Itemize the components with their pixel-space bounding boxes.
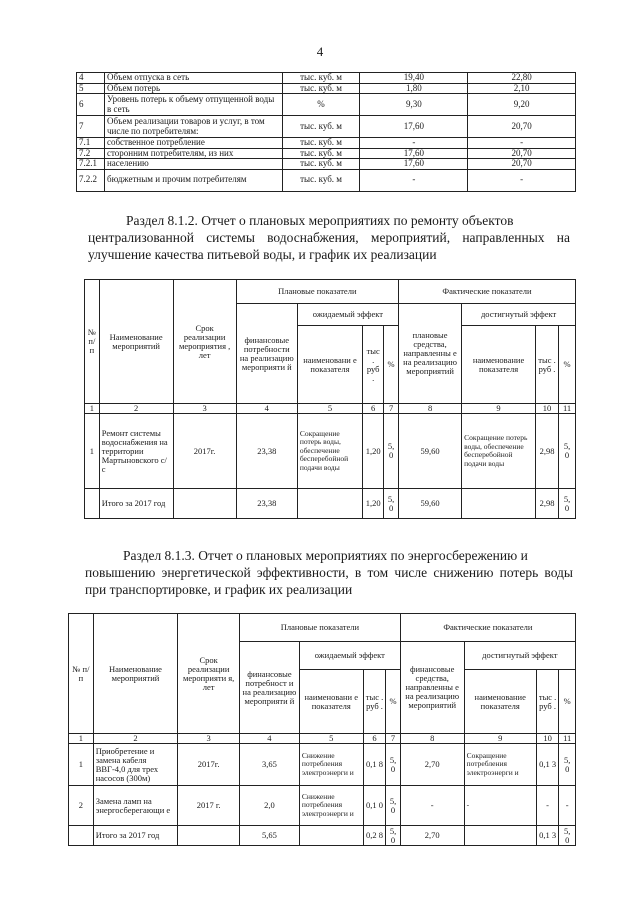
- table-cell: 17,60: [360, 116, 468, 138]
- column-index-cell: 3: [178, 734, 240, 744]
- table-row: [77, 148, 576, 159]
- table-cell: 2017г.: [173, 414, 236, 489]
- table-row: [77, 94, 576, 116]
- table-cell: -: [464, 786, 536, 826]
- table-row: [77, 73, 576, 84]
- table-row: [85, 414, 576, 489]
- column-index-cell: 1: [69, 734, 94, 744]
- table-cell: Итого за 2017 год: [93, 826, 178, 846]
- table-cell: [69, 826, 94, 846]
- header-fact-fin: финансовые средства, направленны е на реализацию мероприятий: [400, 642, 464, 734]
- table-cell: Приобретение и замена кабеля ВВГ-4,0 для трех насосов (300м): [93, 744, 178, 786]
- table-cell: -: [468, 169, 576, 191]
- table-row: [69, 786, 576, 826]
- column-index-row: [85, 404, 576, 414]
- table-cell: 22,80: [468, 73, 576, 84]
- table-cell: 1,20: [363, 489, 384, 519]
- table-cell: Ремонт системы водоснабжения на территории Мартыновского с/с: [99, 414, 173, 489]
- table-cell: тыс. куб. м: [282, 159, 360, 170]
- header-name: Наименование мероприятий: [99, 280, 173, 404]
- table-row: [77, 83, 576, 94]
- table-cell: Снижение потребления электроэнерги и: [299, 744, 363, 786]
- table-cell: Объем реализации товаров и услуг, в том числе по потребителям:: [104, 116, 282, 138]
- header-plan-fin: финансовые потребности на реализацию мероприяти й: [236, 304, 297, 404]
- column-index-cell: 9: [464, 734, 536, 744]
- header-indicator-fact: наименование показателя: [464, 670, 536, 734]
- section-8-1-2-heading: Раздел 8.1.2. Отчет о плановых мероприятиях по ремонту объектов централизованной системы водоснабжения, мероприятий, направленных на улучшение качества питьевой воды, и график их реализации: [88, 213, 570, 262]
- header-expected: ожидаемый эффект: [297, 304, 398, 326]
- table-cell: 20,70: [468, 148, 576, 159]
- header-rub-fact: тыс . руб .: [535, 326, 558, 404]
- column-index-cell: 1: [85, 404, 100, 414]
- header-term: Срок реализации мероприятия , лет: [173, 280, 236, 404]
- table-row: [69, 826, 576, 846]
- table-cell: Объем потерь: [104, 83, 282, 94]
- table-cell: 2,0: [240, 786, 300, 826]
- table-cell: 4: [77, 73, 105, 84]
- table-row: [77, 116, 576, 138]
- table-cell: Сокращение потребления электроэнерги и: [464, 744, 536, 786]
- table-cell: Сокращение потерь воды, обеспечение бесперебойной подачи воды: [297, 414, 362, 489]
- table-cell: 2,98: [535, 489, 558, 519]
- table-cell: 2,70: [400, 744, 464, 786]
- table-cell: Замена ламп на энергосберегающи е: [93, 786, 178, 826]
- table-cell: тыс. куб. м: [282, 73, 360, 84]
- table-cell: 3,65: [240, 744, 300, 786]
- table-cell: Уровень потерь к объему отпущенной воды в сеть: [104, 94, 282, 116]
- table-cell: 7.2: [77, 148, 105, 159]
- page-number: 4: [316, 44, 324, 59]
- table-cell: -: [536, 786, 559, 826]
- table-cell: 2: [69, 786, 94, 826]
- table-cell: 7.1: [77, 138, 105, 149]
- table-cell: [85, 489, 100, 519]
- table-cell: -: [360, 169, 468, 191]
- table-cell: 2,98: [535, 414, 558, 489]
- column-index-cell: 6: [363, 734, 386, 744]
- column-index-cell: 11: [559, 734, 576, 744]
- table-cell: 9,20: [468, 94, 576, 116]
- table-cell: -: [360, 138, 468, 149]
- header-rub: тыс . руб .: [363, 670, 386, 734]
- table-cell: собственное потребление: [104, 138, 282, 149]
- header-achieved: достигнутый эффект: [462, 304, 576, 326]
- table-cell: [178, 826, 240, 846]
- table-cell: 7: [77, 116, 105, 138]
- header-pct-fact: %: [559, 670, 576, 734]
- table-cell: 17,60: [360, 159, 468, 170]
- table-cell: 0,1 8: [363, 744, 386, 786]
- table-cell: [173, 489, 236, 519]
- table-cell: 20,70: [468, 116, 576, 138]
- table-cell: %: [282, 94, 360, 116]
- table-cell: 5: [77, 83, 105, 94]
- table-cell: 5, 0: [559, 414, 576, 489]
- table-cell: 6: [77, 94, 105, 116]
- header-indicator: наименовани е показателя: [297, 326, 362, 404]
- table-cell: 0,1 3: [536, 826, 559, 846]
- column-index-cell: 2: [93, 734, 178, 744]
- column-index-cell: 4: [236, 404, 297, 414]
- table-cell: 2,10: [468, 83, 576, 94]
- table-cell: Сокращение потерь воды, обеспечение бесперебойной подачи воды: [462, 414, 536, 489]
- table-cell: бюджетным и прочим потребителям: [104, 169, 282, 191]
- water-balance-table: [76, 72, 576, 192]
- table-cell: 0,1 3: [536, 744, 559, 786]
- table-cell: населению: [104, 159, 282, 170]
- table-cell: [297, 489, 362, 519]
- header-indicator: наименовани е показателя: [299, 670, 363, 734]
- table-cell: тыс. куб. м: [282, 83, 360, 94]
- table-cell: тыс. куб. м: [282, 116, 360, 138]
- table-cell: 2017г.: [178, 744, 240, 786]
- header-fact-fin: плановые средства, направленны е на реализацию мероприятий: [398, 304, 461, 404]
- header-fact: Фактические показатели: [400, 614, 575, 642]
- column-index-cell: 7: [386, 734, 400, 744]
- table-cell: 59,60: [398, 489, 461, 519]
- table-row: [69, 744, 576, 786]
- table-cell: 9,30: [360, 94, 468, 116]
- table-cell: 5, 0: [384, 489, 399, 519]
- table-cell: Итого за 2017 год: [99, 489, 173, 519]
- column-index-cell: 6: [363, 404, 384, 414]
- column-index-cell: 5: [297, 404, 362, 414]
- table-cell: 5, 0: [384, 414, 399, 489]
- table-cell: 0,1 0: [363, 786, 386, 826]
- header-rub: тыс . руб .: [363, 326, 384, 404]
- table-cell: 5, 0: [386, 786, 400, 826]
- table-cell: 1: [69, 744, 94, 786]
- column-index-cell: 3: [173, 404, 236, 414]
- column-index-cell: 10: [536, 734, 559, 744]
- header-pct-fact: %: [559, 326, 576, 404]
- table-cell: 5, 0: [559, 826, 576, 846]
- table-cell: 20,70: [468, 159, 576, 170]
- table-cell: тыс. куб. м: [282, 138, 360, 149]
- table-cell: 5, 0: [386, 826, 400, 846]
- repair-activities-table: [84, 279, 576, 519]
- table-cell: -: [468, 138, 576, 149]
- table-cell: 23,38: [236, 489, 297, 519]
- energy-saving-table: [68, 613, 576, 846]
- column-index-row: [69, 734, 576, 744]
- header-pct: %: [384, 326, 399, 404]
- header-indicator-fact: наименование показателя: [462, 326, 536, 404]
- table-row: [77, 169, 576, 191]
- header-rub-fact: тыс . руб .: [536, 670, 559, 734]
- column-index-cell: 8: [400, 734, 464, 744]
- header-plan: Плановые показатели: [240, 614, 401, 642]
- table-cell: -: [559, 786, 576, 826]
- header-num: № п/ п: [69, 614, 94, 734]
- table-cell: тыс. куб. м: [282, 169, 360, 191]
- column-index-cell: 5: [299, 734, 363, 744]
- table-cell: Снижение потребления электроэнерги и: [299, 786, 363, 826]
- table-cell: 1,80: [360, 83, 468, 94]
- header-fact: Фактические показатели: [398, 280, 575, 304]
- table-cell: 59,60: [398, 414, 461, 489]
- column-index-cell: 7: [384, 404, 399, 414]
- table-cell: 17,60: [360, 148, 468, 159]
- table-cell: 19,40: [360, 73, 468, 84]
- table-cell: 0,2 8: [363, 826, 386, 846]
- column-index-cell: 2: [99, 404, 173, 414]
- table-cell: 7.2.1: [77, 159, 105, 170]
- header-num: № п/ п: [85, 280, 100, 404]
- table-cell: 5, 0: [386, 744, 400, 786]
- header-pct: %: [386, 670, 400, 734]
- section-8-1-3-heading: Раздел 8.1.3. Отчет о плановых мероприятиях по энергосбережению и повышению энергетической эффективности, в том числе снижению потерь воды при транспортировке, и график их реализации: [85, 548, 573, 597]
- table-cell: 2,70: [400, 826, 464, 846]
- header-plan-fin: финансовые потребност и на реализацию мероприяти й: [240, 642, 300, 734]
- table-row: [77, 138, 576, 149]
- table-cell: 1: [85, 414, 100, 489]
- table-cell: [464, 826, 536, 846]
- table-row: [77, 159, 576, 170]
- table-cell: тыс. куб. м: [282, 148, 360, 159]
- table-cell: 7.2.2: [77, 169, 105, 191]
- header-term: Срок реализации мероприяти я, лет: [178, 614, 240, 734]
- table-cell: 5, 0: [559, 489, 576, 519]
- column-index-cell: 10: [535, 404, 558, 414]
- column-index-cell: 11: [559, 404, 576, 414]
- table-cell: сторонним потребителям, из них: [104, 148, 282, 159]
- table-cell: 5, 0: [559, 744, 576, 786]
- header-name: Наименование мероприятий: [93, 614, 178, 734]
- column-index-cell: 4: [240, 734, 300, 744]
- table-cell: Объем отпуска в сеть: [104, 73, 282, 84]
- table-cell: 23,38: [236, 414, 297, 489]
- header-expected: ожидаемый эффект: [299, 642, 400, 670]
- table-cell: 1,20: [363, 414, 384, 489]
- table-cell: [462, 489, 536, 519]
- table-row: [85, 489, 576, 519]
- header-plan: Плановые показатели: [236, 280, 398, 304]
- table-cell: 2017 г.: [178, 786, 240, 826]
- table-cell: 5,65: [240, 826, 300, 846]
- header-achieved: достигнутый эффект: [464, 642, 575, 670]
- column-index-cell: 9: [462, 404, 536, 414]
- table-cell: [299, 826, 363, 846]
- table-cell: -: [400, 786, 464, 826]
- column-index-cell: 8: [398, 404, 461, 414]
